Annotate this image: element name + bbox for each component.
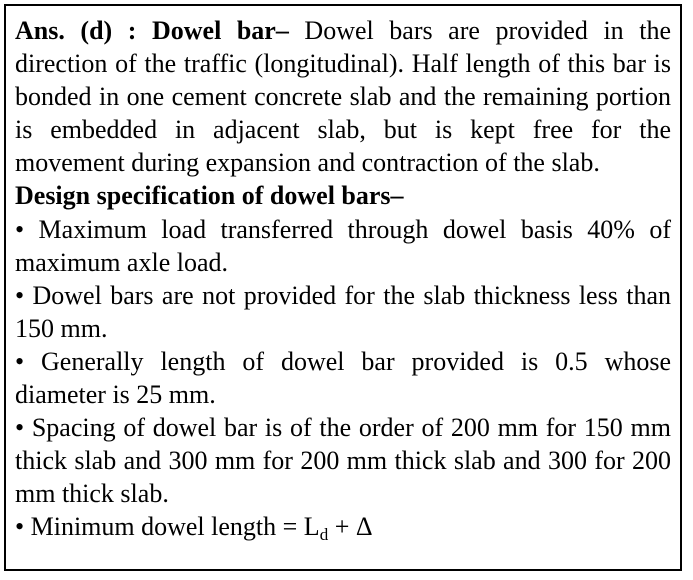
formula-line	[15, 510, 671, 543]
bullet-item: • Spacing of dowel bar is of the order of 200 mm for 150 mm thick slab and 300 mm for 200 mm thick slab and 300 for 200 mm thick slab.	[15, 413, 671, 509]
answer-paragraph	[15, 14, 671, 179]
answer-text: Dowel bars are provided in the direction of the traffic (longitudinal). Half length of this bar is bonded in one cement concrete slab and the remaining portion is embedded in adjacent slab, but is kept free for the movement during expansion and contraction of the slab.	[15, 16, 672, 178]
answer-box	[4, 4, 682, 571]
formula-suffix: + Δ	[328, 512, 373, 542]
formula-prefix: • Minimum dowel length = L	[15, 512, 320, 542]
design-heading: Design specification of dowel bars–	[15, 181, 404, 211]
bullet-item: • Dowel bars are not provided for the slab thickness less than 150 mm.	[15, 280, 671, 343]
formula-subscript: d	[319, 525, 329, 545]
answer-label: Ans. (d) : Dowel bar–	[15, 16, 289, 45]
bullet-item: • Generally length of dowel bar provided is 0.5 whose diameter is 25 mm.	[15, 346, 671, 410]
bullet-item: • Maximum load transferred through dowel basis 40% of maximum axle load.	[15, 214, 671, 277]
